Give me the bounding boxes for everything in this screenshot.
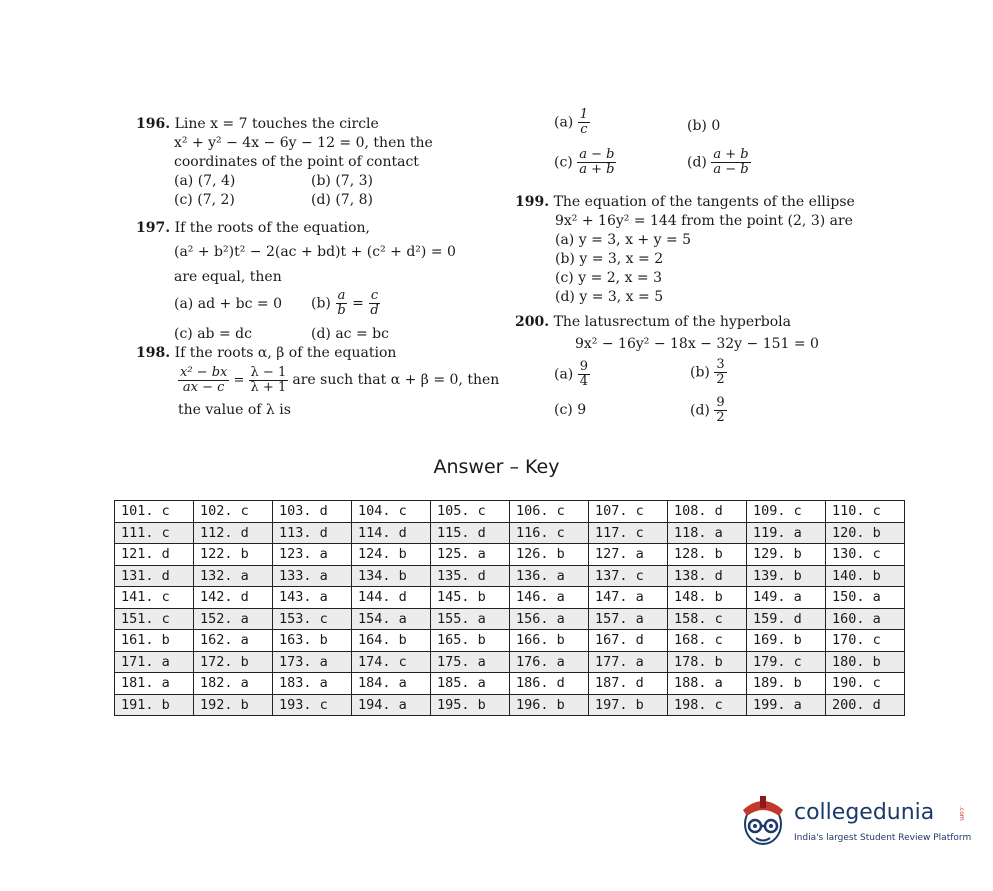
answer-key-row — [115, 651, 905, 673]
answer-key-cell: 188. a — [668, 673, 747, 695]
answer-key-cell: 156. a — [510, 608, 589, 630]
answer-key-cell: 135. d — [431, 565, 510, 587]
option-d: (d) (7, 8) — [311, 192, 373, 208]
answer-key-cell: 180. b — [826, 651, 905, 673]
answer-key-row — [115, 522, 905, 544]
brand-domain-suffix: .com — [958, 806, 965, 821]
answer-key-row — [115, 630, 905, 652]
answer-key-cell: 130. c — [826, 544, 905, 566]
brand-name: collegedunia — [794, 800, 935, 825]
answer-key-cell: 122. b — [194, 544, 273, 566]
answer-key-cell: 168. c — [668, 630, 747, 652]
answer-key-cell: 113. d — [273, 522, 352, 544]
answer-key-cell: 171. a — [115, 651, 194, 673]
answer-key-cell: 170. c — [826, 630, 905, 652]
question-number: 198. — [136, 345, 171, 361]
answer-key-cell: 148. b — [668, 587, 747, 609]
answer-key-cell: 195. b — [431, 694, 510, 716]
numerator: a — [337, 288, 346, 303]
question-equation: 9x² − 16y² − 18x − 32y − 151 = 0 — [575, 336, 819, 352]
option-c: (c) y = 2, x = 3 — [555, 270, 662, 286]
answer-key-cell: 163. b — [273, 630, 352, 652]
answer-key-row — [115, 608, 905, 630]
option-b — [690, 358, 727, 387]
answer-key-cell: 136. a — [510, 565, 589, 587]
answer-key-cell: 149. a — [747, 587, 826, 609]
answer-key-cell: 155. a — [431, 608, 510, 630]
denominator: d — [370, 303, 379, 318]
option-a: (a) ad + bc = 0 — [174, 296, 283, 312]
denominator: ax − c — [182, 380, 225, 395]
option-label: (d) — [690, 402, 710, 419]
answer-key-cell: 174. c — [352, 651, 431, 673]
question-number: 197. — [136, 220, 171, 236]
answer-key-cell: 105. c — [431, 501, 510, 523]
question-text: the value of λ is — [178, 402, 291, 418]
numerator: λ − 1 — [250, 365, 287, 380]
option-a: (a) y = 3, x + y = 5 — [555, 232, 692, 248]
answer-key-cell: 154. a — [352, 608, 431, 630]
denominator: b — [337, 303, 346, 318]
answer-key-cell: 116. c — [510, 522, 589, 544]
answer-key-cell: 193. c — [273, 694, 352, 716]
numerator: x² − bx — [180, 365, 228, 380]
answer-key-cell: 191. b — [115, 694, 194, 716]
answer-key-cell: 147. a — [589, 587, 668, 609]
answer-key-row — [115, 587, 905, 609]
answer-key-cell: 169. b — [747, 630, 826, 652]
numerator: c — [370, 288, 379, 303]
numerator: 1 — [579, 107, 589, 122]
answer-key-cell: 166. b — [510, 630, 589, 652]
answer-key-cell: 110. c — [826, 501, 905, 523]
answer-key-cell: 159. d — [747, 608, 826, 630]
question-200 — [515, 313, 875, 354]
option-c: (c) (7, 2) — [174, 192, 235, 208]
answer-key-cell: 124. b — [352, 544, 431, 566]
answer-key-cell: 120. b — [826, 522, 905, 544]
answer-key-cell: 138. d — [668, 565, 747, 587]
denominator: c — [580, 122, 588, 137]
question-text: The latusrectum of the hyperbola — [553, 314, 792, 330]
answer-key-cell: 101. c — [115, 501, 194, 523]
answer-key-cell: 157. a — [589, 608, 668, 630]
answer-key-cell: 187. d — [589, 673, 668, 695]
answer-key-cell: 118. a — [668, 522, 747, 544]
answer-key-cell: 108. d — [668, 501, 747, 523]
answer-key-cell: 190. c — [826, 673, 905, 695]
answer-key-cell: 115. d — [431, 522, 510, 544]
option-label: (b) — [311, 295, 331, 312]
answer-key-cell: 172. b — [194, 651, 273, 673]
answer-key-cell: 185. a — [431, 673, 510, 695]
answer-key-cell: 114. d — [352, 522, 431, 544]
option-b — [311, 289, 381, 318]
answer-key-cell: 134. b — [352, 565, 431, 587]
question-number: 199. — [515, 194, 550, 210]
answer-key-cell: 143. a — [273, 587, 352, 609]
denominator: 2 — [716, 410, 725, 425]
option-a: (a) (7, 4) — [174, 173, 236, 189]
question-number: 200. — [515, 314, 550, 330]
option-c — [554, 148, 616, 177]
option-d: (d) y = 3, x = 5 — [555, 289, 664, 305]
answer-key-row — [115, 565, 905, 587]
answer-key-cell: 164. b — [352, 630, 431, 652]
answer-key-row — [115, 501, 905, 523]
question-equation — [136, 366, 506, 395]
answer-key-cell: 102. c — [194, 501, 273, 523]
answer-key-cell: 145. b — [431, 587, 510, 609]
fraction — [368, 289, 380, 318]
equals-sign: = — [233, 373, 245, 388]
question-199 — [515, 193, 875, 307]
denominator: a − b — [713, 162, 749, 177]
fraction — [578, 108, 590, 137]
numerator: 9 — [579, 359, 589, 374]
answer-key-cell: 186. d — [510, 673, 589, 695]
answer-key-cell: 104. c — [352, 501, 431, 523]
answer-key-cell: 198. c — [668, 694, 747, 716]
question-196 — [136, 115, 436, 210]
option-b: (b) (7, 3) — [311, 173, 373, 189]
answer-key-cell: 173. a — [273, 651, 352, 673]
question-text: are equal, then — [174, 269, 282, 285]
answer-key-cell: 192. b — [194, 694, 273, 716]
brand-tagline: India's largest Student Review Platform — [794, 833, 972, 843]
fraction — [335, 289, 347, 318]
answer-key-cell: 140. b — [826, 565, 905, 587]
numerator: a + b — [713, 147, 749, 162]
answer-key-cell: 179. c — [747, 651, 826, 673]
question-text: The equation of the tangents of the ellipse — [553, 194, 855, 210]
denominator: 4 — [579, 374, 589, 389]
answer-key-cell: 146. a — [510, 587, 589, 609]
answer-key-cell: 150. a — [826, 587, 905, 609]
option-a — [554, 108, 590, 137]
answer-key-row — [115, 673, 905, 695]
answer-key-cell: 184. a — [352, 673, 431, 695]
question-text: If the roots of the equation, — [174, 220, 370, 236]
question-text: coordinates of the point of contact — [174, 154, 419, 170]
option-d — [687, 148, 751, 177]
option-label: (a) — [554, 114, 574, 131]
question-text: 9x² + 16y² = 144 from the point (2, 3) are — [555, 213, 853, 229]
question-equation: (a² + b²)t² − 2(ac + bd)t + (c² + d²) = 0 — [174, 244, 456, 260]
question-197 — [136, 219, 496, 344]
answer-key-cell: 158. c — [668, 608, 747, 630]
answer-key-cell: 200. d — [826, 694, 905, 716]
option-d: (d) ac = bc — [311, 326, 389, 342]
answer-key-cell: 189. b — [747, 673, 826, 695]
answer-key-cell: 141. c — [115, 587, 194, 609]
answer-key-cell: 153. c — [273, 608, 352, 630]
answer-key-cell: 112. d — [194, 522, 273, 544]
option-label: (c) — [554, 154, 573, 171]
answer-key-cell: 194. a — [352, 694, 431, 716]
answer-key-cell: 199. a — [747, 694, 826, 716]
option-c: (c) 9 — [554, 402, 587, 418]
answer-key-cell: 178. b — [668, 651, 747, 673]
answer-key-cell: 126. b — [510, 544, 589, 566]
answer-key-cell: 132. a — [194, 565, 273, 587]
answer-key-cell: 167. d — [589, 630, 668, 652]
answer-key-cell: 103. d — [273, 501, 352, 523]
answer-key-row — [115, 544, 905, 566]
answer-key-cell: 176. a — [510, 651, 589, 673]
answer-key-cell: 129. b — [747, 544, 826, 566]
answer-key-cell: 128. b — [668, 544, 747, 566]
answer-key-cell: 117. c — [589, 522, 668, 544]
question-198 — [136, 344, 506, 420]
answer-key-cell: 182. a — [194, 673, 273, 695]
option-d — [690, 396, 727, 425]
fraction — [577, 148, 616, 177]
numerator: a − b — [579, 147, 615, 162]
answer-key-cell: 151. c — [115, 608, 194, 630]
answer-key-cell: 127. a — [589, 544, 668, 566]
answer-key-cell: 111. c — [115, 522, 194, 544]
question-text: x² + y² − 4x − 6y − 12 = 0, then the — [174, 135, 433, 151]
answer-key-cell: 131. d — [115, 565, 194, 587]
fraction — [578, 360, 590, 389]
answer-key-cell: 161. b — [115, 630, 194, 652]
answer-key-cell: 196. b — [510, 694, 589, 716]
answer-key-cell: 175. a — [431, 651, 510, 673]
denominator: 2 — [716, 372, 725, 387]
question-text: are such that α + β = 0, then — [292, 372, 500, 388]
numerator: 9 — [716, 395, 725, 410]
question-text: Line x = 7 touches the circle — [174, 116, 379, 132]
denominator: λ + 1 — [250, 380, 287, 395]
question-text: If the roots α, β of the equation — [174, 345, 397, 361]
answer-key-row — [115, 694, 905, 716]
answer-key-cell: 142. d — [194, 587, 273, 609]
option-b: (b) y = 3, x = 2 — [555, 251, 664, 267]
answer-key-cell: 125. a — [431, 544, 510, 566]
answer-key-cell: 137. c — [589, 565, 668, 587]
answer-key-cell: 197. b — [589, 694, 668, 716]
answer-key-cell: 183. a — [273, 673, 352, 695]
option-c: (c) ab = dc — [174, 326, 252, 342]
answer-key-cell: 119. a — [747, 522, 826, 544]
answer-key-cell: 144. d — [352, 587, 431, 609]
fraction — [711, 148, 750, 177]
answer-key-cell: 109. c — [747, 501, 826, 523]
denominator: a + b — [579, 162, 615, 177]
equals-sign: = — [352, 295, 364, 312]
fraction — [714, 358, 726, 387]
answer-key-cell: 121. d — [115, 544, 194, 566]
fraction — [178, 366, 229, 395]
answer-key-table — [114, 500, 905, 716]
answer-key-cell: 107. c — [589, 501, 668, 523]
answer-key-cell: 133. a — [273, 565, 352, 587]
answer-key-cell: 152. a — [194, 608, 273, 630]
answer-key-title: Answer – Key — [433, 456, 560, 478]
fraction — [249, 366, 289, 395]
option-b: (b) 0 — [687, 118, 721, 134]
mascot-logo-icon — [735, 790, 791, 850]
answer-key-cell: 139. b — [747, 565, 826, 587]
answer-key-cell: 181. a — [115, 673, 194, 695]
answer-key-cell: 177. a — [589, 651, 668, 673]
answer-key-cell: 165. b — [431, 630, 510, 652]
numerator: 3 — [716, 357, 725, 372]
answer-key-cell: 106. c — [510, 501, 589, 523]
question-number: 196. — [136, 116, 171, 132]
option-a — [554, 360, 590, 389]
fraction — [714, 396, 726, 425]
option-label: (a) — [554, 366, 574, 383]
option-label: (d) — [687, 154, 707, 171]
answer-key-cell: 123. a — [273, 544, 352, 566]
answer-key-cell: 160. a — [826, 608, 905, 630]
answer-key-cell: 162. a — [194, 630, 273, 652]
option-label: (b) — [690, 364, 710, 381]
